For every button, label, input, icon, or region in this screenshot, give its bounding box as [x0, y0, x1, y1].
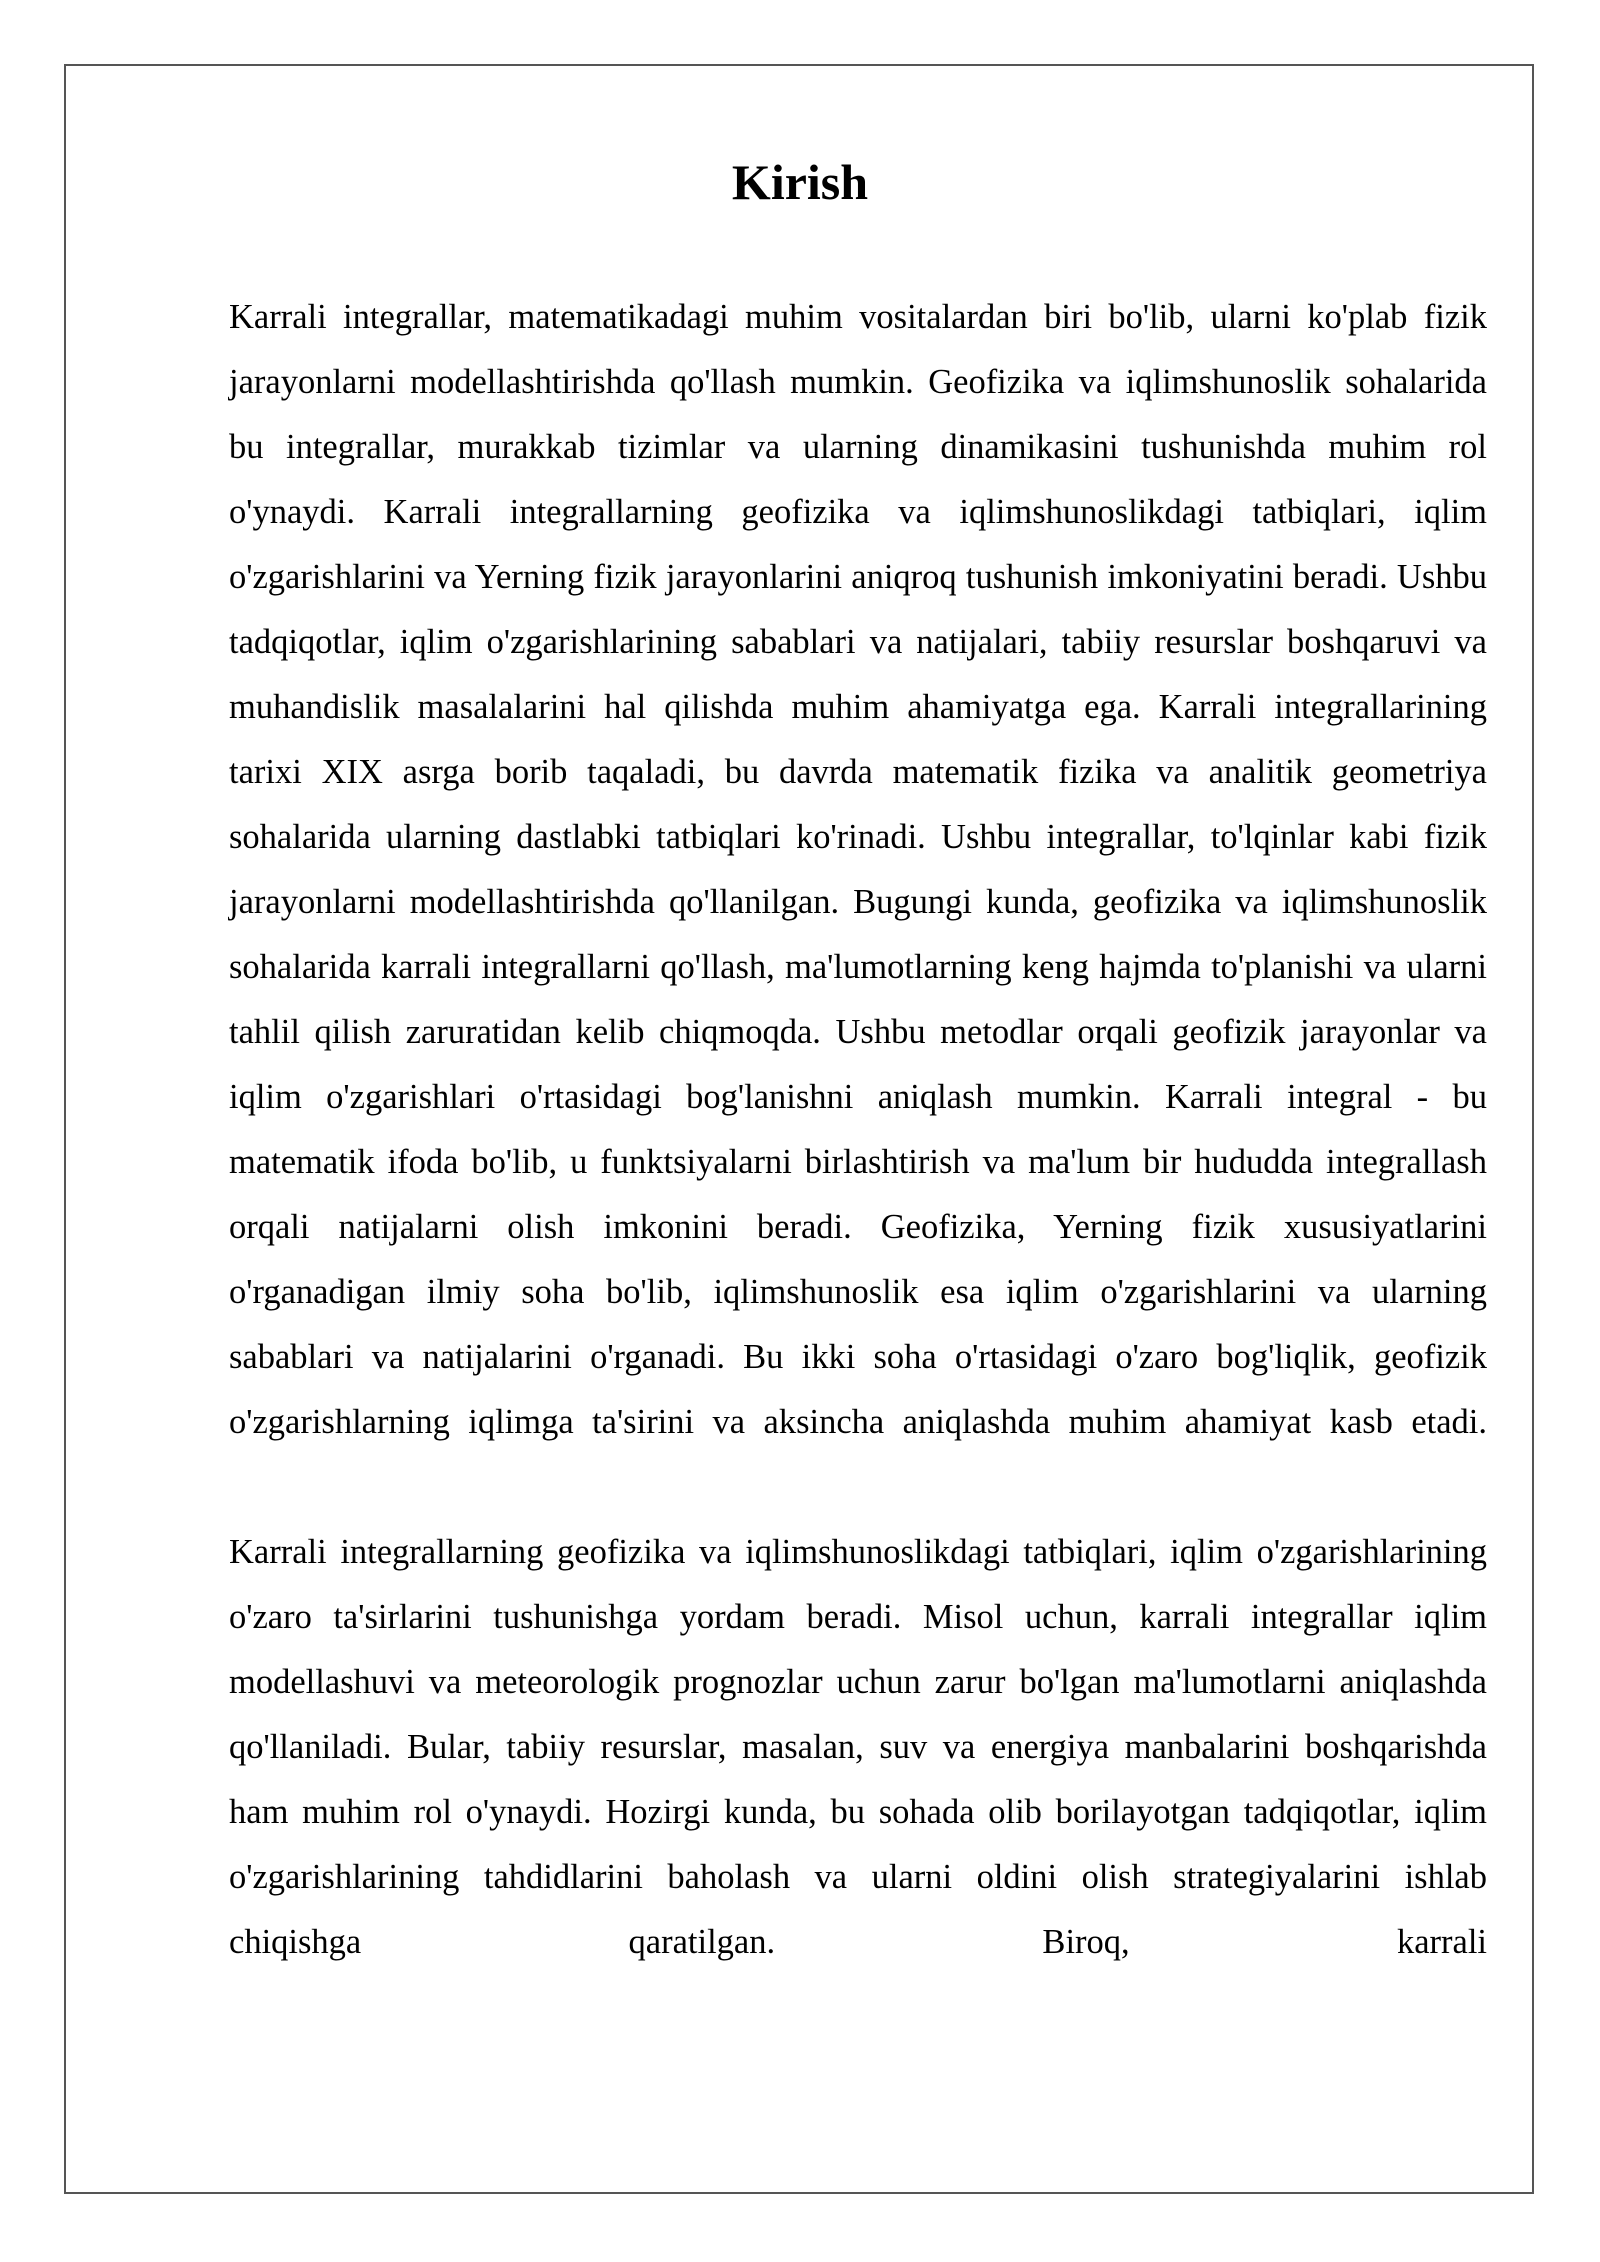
page-title: Kirish	[731, 154, 869, 210]
document-body	[229, 285, 1487, 1975]
body-paragraph: Karrali integrallarning geofizika va iqlimshunoslikdagi tatbiqlari, iqlim o'zgarishlarining o'zaro ta'sirlarini tushunishga yordam beradi. Misol uchun, karrali integrallar iqlim modellashuvi va meteorologik prognozlar uchun zarur bo'lgan ma'lumotlarni aniqlashda qo'llaniladi. Bular, tabiiy resurslar, masalan, suv va energiya manbalarini boshqarishda ham muhim rol o'ynaydi. Hozirgi kunda, bu sohada olib borilayotgan tadqiqotlar, iqlim o'zgarishlarining tahdidlarini baholash va ularni oldini olish strategiyalarini ishlab chiqishga qaratilgan. Biroq, karrali	[229, 1533, 1487, 1961]
body-paragraph: Karrali integrallar, matematikadagi muhim vositalardan biri bo'lib, ularni ko'plab fizik jarayonlarni modellashtirishda qo'llash mumkin. Geofizika va iqlimshunoslik sohalarida bu integrallar, murakkab tizimlar va ularning dinamikasini tushunishda muhim rol o'ynaydi. Karrali integrallarning geofizika va iqlimshunoslikdagi tatbiqlari, iqlim o'zgarishlarini va Yerning fizik jarayonlarini aniqroq tushunish imkoniyatini beradi. Ushbu tadqiqotlar, iqlim o'zgarishlarining sabablari va natijalari, tabiiy resurslar boshqaruvi va muhandislik masalalarini hal qilishda muhim ahamiyatga ega. Karrali integrallarining tarixi XIX asrga borib taqaladi, bu davrda matematik fizika va analitik geometriya sohalarida ularning dastlabki tatbiqlari ko'rinadi. Ushbu integrallar, to'lqinlar kabi fizik jarayonlarni modellashtirishda qo'llanilgan. Bugungi kunda, geofizika va iqlimshunoslik sohalarida karrali integrallarni qo'llash, ma'lumotlarning keng hajmda to'planishi va ularni tahlil qilish zaruratidan kelib chiqmoqda. Ushbu metodlar orqali geofizik jarayonlar va iqlim o'zgarishlari o'rtasidagi bog'lanishni aniqlash mumkin. Karrali integral - bu matematik ifoda bo'lib, u funktsiyalarni birlashtirish va ma'lum bir hududda integrallash orqali natijalarni olish imkonini beradi. Geofizika, Yerning fizik xususiyatlarini o'rganadigan ilmiy soha bo'lib, iqlimshunoslik esa iqlim o'zgarishlarini va ularning sabablari va natijalarini o'rganadi. Bu ikki soha o'rtasidagi o'zaro bog'liqlik, geofizik o'zgarishlarning iqlimga ta'sirini va aksincha aniqlashda muhim ahamiyat kasb etadi.	[229, 298, 1487, 1441]
